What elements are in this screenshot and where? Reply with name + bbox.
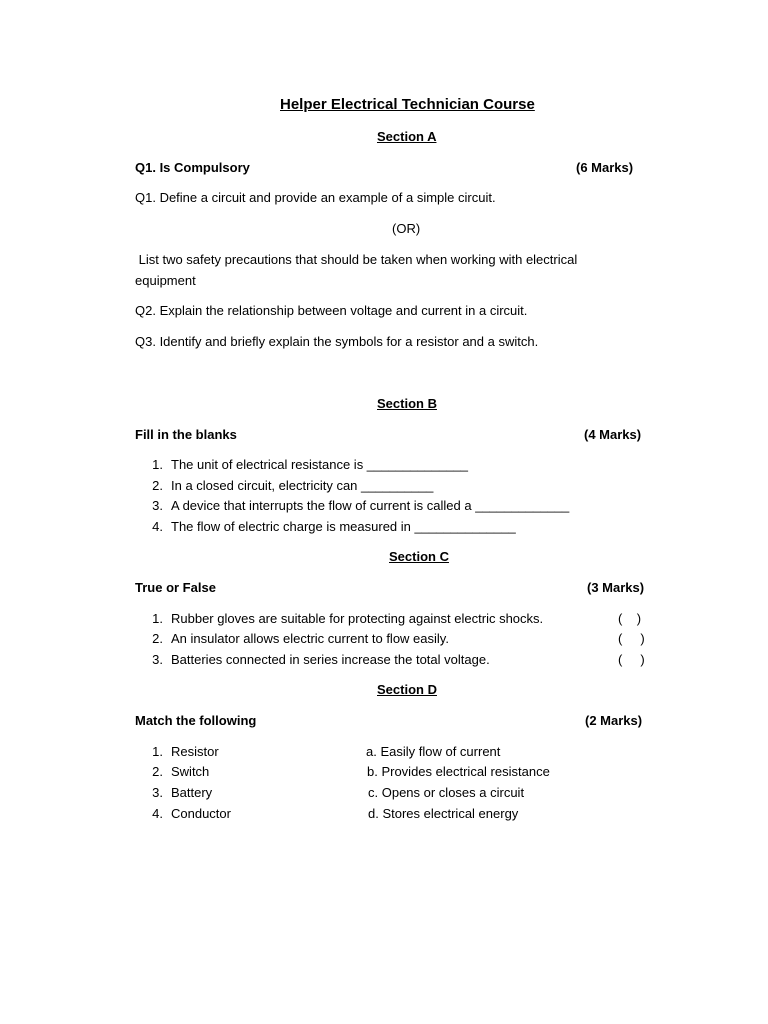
list-item (141, 518, 516, 537)
list-number: 3. (152, 652, 163, 667)
section-c-heading: Section C (389, 549, 449, 564)
question-q2: Q2. Explain the relationship between voltage and current in a circuit. (135, 303, 528, 318)
match-left: Battery (171, 785, 213, 800)
match-right: c. Opens or closes a circuit (368, 785, 525, 800)
list-number: 4. (152, 806, 163, 821)
match-right: b. Provides electrical resistance (367, 764, 550, 779)
match-left: Switch (171, 764, 210, 779)
list-text: An insulator allows electric current to flow easily. (171, 631, 449, 646)
list-text: The unit of electrical resistance is ______________ (171, 457, 469, 472)
question-q1-alt-line1: List two safety precautions that should be taken when working with electrical (135, 252, 578, 267)
match-row (141, 763, 209, 782)
list-item (141, 477, 433, 496)
list-item (141, 456, 468, 475)
section-a-label: Q1. Is Compulsory (135, 160, 250, 175)
answer-box: ( ) (618, 652, 645, 667)
section-a-marks: (6 Marks) (576, 160, 634, 175)
list-item (141, 651, 490, 670)
list-text: A device that interrupts the flow of current is called a _____________ (171, 498, 570, 513)
answer-box: ( ) (618, 611, 642, 626)
question-q3: Q3. Identify and briefly explain the symbols for a resistor and a switch. (135, 334, 539, 349)
match-right: d. Stores electrical energy (368, 806, 519, 821)
list-number: 4. (152, 519, 163, 534)
or-separator: (OR) (392, 221, 421, 236)
page-title: Helper Electrical Technician Course (280, 96, 535, 113)
section-d-label: Match the following (135, 713, 257, 728)
match-row (141, 805, 231, 824)
answer-box: ( ) (618, 631, 645, 646)
list-number: 2. (152, 631, 163, 646)
list-item (141, 630, 449, 649)
list-text: Rubber gloves are suitable for protecting against electric shocks. (171, 611, 544, 626)
match-row (141, 784, 212, 803)
section-c-marks: (3 Marks) (587, 580, 645, 595)
question-q1-alt-line2: equipment (135, 273, 196, 288)
match-left: Resistor (171, 744, 219, 759)
list-item (141, 610, 543, 629)
list-number: 3. (152, 498, 163, 513)
section-a-heading: Section A (377, 129, 437, 144)
list-number: 1. (152, 611, 163, 626)
list-text: In a closed circuit, electricity can __________ (171, 478, 434, 493)
list-number: 3. (152, 785, 163, 800)
list-number: 1. (152, 744, 163, 759)
match-row (141, 743, 219, 762)
list-item (141, 497, 569, 516)
match-right: a. Easily flow of current (366, 744, 501, 759)
list-number: 1. (152, 457, 163, 472)
section-d-heading: Section D (377, 682, 437, 697)
list-text: Batteries connected in series increase the total voltage. (171, 652, 490, 667)
section-b-label: Fill in the blanks (135, 427, 237, 442)
section-b-marks: (4 Marks) (584, 427, 642, 442)
list-number: 2. (152, 478, 163, 493)
match-left: Conductor (171, 806, 231, 821)
question-q1: Q1. Define a circuit and provide an example of a simple circuit. (135, 190, 496, 205)
list-number: 2. (152, 764, 163, 779)
list-text: The flow of electric charge is measured in ______________ (171, 519, 516, 534)
section-d-marks: (2 Marks) (585, 713, 643, 728)
section-b-heading: Section B (377, 396, 437, 411)
section-c-label: True or False (135, 580, 216, 595)
